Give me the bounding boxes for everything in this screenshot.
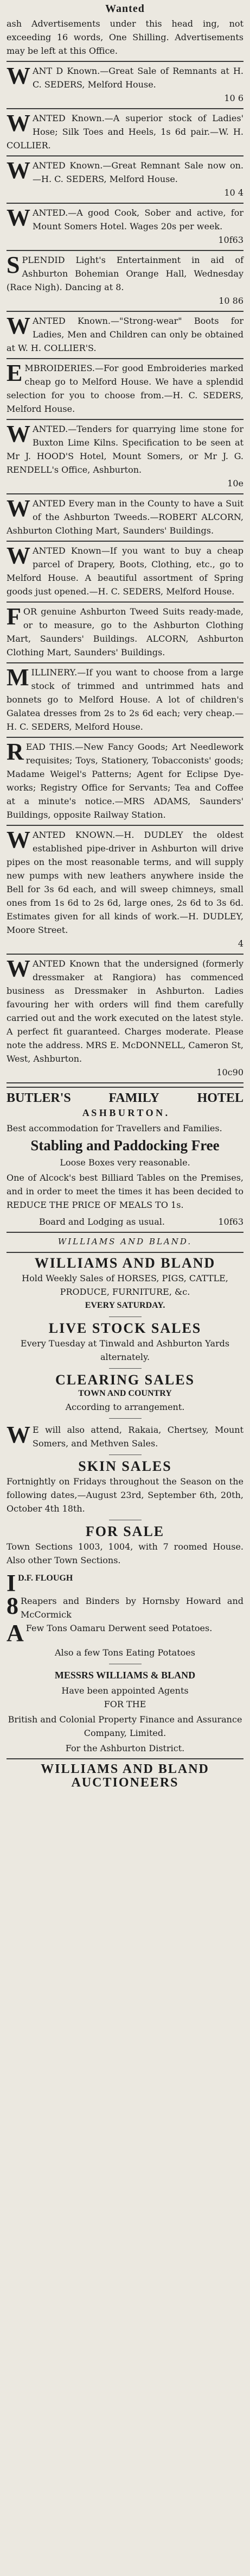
ad-text: ANTED Known.—"Strong-wear" Boots for Ladies, Men and Children can only be obtained at W. H. COLLIER'S. (7, 316, 243, 353)
divider (7, 61, 243, 62)
drop-cap: W (7, 62, 30, 89)
flough-line (7, 1571, 243, 1594)
butler-name: BUTLER'S (7, 1091, 71, 1105)
we-attend-ad (7, 1423, 243, 1450)
ad-tag: 10e (227, 478, 243, 488)
ad-text: ANTED.—A good Cook, Sober and active, for Mount Somers Hotel. Wages 20s per week. (33, 208, 243, 231)
livestock-body: Every Tuesday at Tinwald and Ashburton Yards alternately. (20, 1338, 230, 1362)
classified-ad (7, 957, 243, 1083)
board-lodging: Board and Lodging as usual. (39, 1217, 165, 1227)
butler-desc: Best accommodation for Travellers and Families. (7, 1123, 222, 1133)
ad-text: EAD THIS.—New Fancy Goods; Art Needlework requisites; Toys, Stationery, Tobacconists' goods; Madame Weigel's Patterns; Agent for Eclipse Dye-works; Registry Office for Servants; Tea and Coffee at a minute's notice.—MRS ADAMS, Saunders' Buildings, opposite Railway Station. (7, 742, 243, 820)
footer-title: WILLIAMS AND BLAND (41, 1762, 209, 1776)
classified-ad (7, 206, 243, 251)
ad-tag: 10 4 (224, 187, 243, 198)
divider (7, 737, 243, 738)
drop-cap: W (7, 955, 30, 982)
clearing-body: According to arrangement. (65, 1402, 185, 1412)
drop-cap: W (7, 312, 30, 339)
fewtons-text: Few Tons Oamaru Derwent seed Potatoes. (25, 1623, 213, 1633)
ad-tag: 10c90 (216, 1067, 243, 1077)
fewtons-line (7, 1621, 243, 1644)
intro-notice: ash Advertisements under this head ing, not exceeding 16 words, One Shilling. Advertisements may be left at this Office. (7, 18, 243, 56)
drop-cap: W (7, 826, 30, 853)
ad-text: ANTED.—Tenders for quarrying lime stone for Buxton Lime Kilns. Specification to be seen at Mr J. HOOD'S Hotel, Mount Somers, or Mr J. G. RENDELL's Office, Ashburton. (7, 424, 243, 475)
divider (7, 1087, 243, 1088)
ad-text: ANTED Known—If you want to buy a cheap parcel of Drapery, Boots, Clothing, etc., go to Melford House. A beautiful assortment of Spring goods just opened.—H. C. SEDERS, Melford House. (7, 546, 243, 597)
butler-hotel: HOTEL (197, 1091, 243, 1105)
drop-cap: W (7, 204, 30, 231)
divider (7, 601, 243, 603)
footer-auctioneers: AUCTIONEERS (71, 1776, 179, 1790)
ad-tag: 10 86 (219, 296, 243, 306)
board-tag: 10f63 (218, 1217, 243, 1227)
divider (7, 1758, 243, 1759)
classified-ads-list (7, 64, 243, 1083)
classified-ad (7, 828, 243, 955)
livestock-title: LIVE STOCK SALES (48, 1320, 202, 1336)
classified-ad (7, 497, 243, 542)
drop-cap: W (7, 421, 30, 447)
divider (7, 155, 243, 156)
divider (7, 541, 243, 542)
skin-body: Fortnightly on Fridays throughout the Season on the following dates,—August 23rd, September 6th, 20th, October 4th 18th. (7, 1476, 243, 1514)
skin-title: SKIN SALES (78, 1458, 172, 1474)
butler-hotel-ad (7, 1090, 243, 1229)
ad-text: OR genuine Ashburton Tweed Suits ready-made, or to measure, go to the Ashburton Clothing Mart, Saunders' Buildings. ALCORN, Ashburton Clothing Mart, Saunders' Buildings. (7, 606, 243, 657)
ad-text: ANTED Known that the undersigned (formerly dressmaker at Rangiora) has commenced business as Dressmaker in Ashburton. Ladies favouring her with orders will find them carefully carried out and the work executed on the latest style. A perfect fit guaranteed. Charges moderate. Please note the address. MRS E. McDONNELL, Cameron St, West, Ashburton. (7, 958, 243, 1064)
drop-cap: E (7, 360, 23, 386)
divider (7, 1082, 243, 1083)
drop-cap: F (7, 603, 21, 630)
classified-ad (7, 666, 243, 738)
ad-tag: 10f63 (218, 235, 243, 245)
classified-ad (7, 253, 243, 312)
district: For the Ashburton District. (65, 1743, 185, 1753)
drop-cap: W (7, 1421, 30, 1448)
ad-text: ANTED Every man in the County to have a Suit of the Ashburton Tweeds.—ROBERT ALCORN, Ashburton Clothing Mart, Saunders' Buildings. (7, 498, 243, 536)
appointed: Have been appointed Agents (61, 1685, 189, 1696)
classified-ad (7, 605, 243, 663)
divider (7, 1252, 243, 1253)
ad-text: ILLINERY.—If you want to choose from a large stock of trimmed and untrimmed hats and bonnets go to Melford House. A lot of children's Galatea dresses from 2s to 2s 6d each; very cheap.—H. C. SEDERS, Melford House. (7, 667, 243, 732)
loose-boxes: Loose Boxes very reasonable. (60, 1157, 190, 1168)
clearing-sub: TOWN AND COUNTRY (78, 1389, 172, 1398)
drop-cap: I (7, 1570, 16, 1596)
drop-cap: 8 (7, 1593, 18, 1619)
classified-ad (7, 740, 243, 826)
messrs: MESSRS WILLIAMS & BLAND (54, 1670, 196, 1681)
ad-tag: 4 (238, 938, 243, 949)
divider (7, 311, 243, 312)
ad-text: PLENDID Light's Entertainment in aid of Ashburton Bohemian Orange Hall, Wednesday (Race Nigh). Dancing at 8. (7, 255, 243, 292)
ad-text: ANTED Known.—A superior stock of Ladies' Hose; Silk Toes and Heels, 1s 6d pair.—W. H. COLLIER. (7, 113, 243, 151)
drop-cap: W (7, 495, 30, 522)
divider (7, 203, 243, 204)
ad-text: ANTED Known.—Great Remnant Sale now on.—H. C. SEDERS, Melford House. (33, 160, 243, 184)
classified-ad (7, 111, 243, 156)
ad-text: ANT D Known.—Great Sale of Remnants at H. C. SEDERS, Melford House. (33, 66, 243, 90)
forsale-title: FOR SALE (85, 1524, 165, 1539)
ad-text: ANTED KNOWN.—H. DUDLEY the oldest established pipe-driver in Ashburton will drive pipes on the most reasonable terms, and will supply new pumps with new leathers anywhere inside the Bell for 3s 6d each, and will sweep chimneys, small ones from 1s 6d to 2s 6d, large ones, 2s 6d to 3s 6d. Estimates given for all kinds of work.—H. DUDLEY, Moore Street. (7, 830, 243, 935)
divider (7, 108, 243, 109)
for-the: FOR THE (104, 1699, 146, 1709)
drop-cap: M (7, 664, 29, 691)
we-attend-text: E will also attend, Rakaia, Chertsey, Mount Somers, and Methven Sales. (33, 1425, 243, 1449)
drop-cap: R (7, 738, 24, 765)
divider (7, 1232, 243, 1233)
butler-body: One of Alcock's best Billiard Tables on the Premises, and in order to meet the times it has been decided to REDUCE THE PRICE OF MEALS TO 1s. (7, 1173, 243, 1210)
classified-ad (7, 544, 243, 603)
butler-family: FAMILY (108, 1091, 159, 1105)
clearing-title: CLEARING SALES (55, 1372, 195, 1388)
short-divider (109, 1368, 142, 1369)
ad-text: MBROIDERIES.—For good Embroideries marked cheap go to Melford House. We have a splendid selection for you to choose from.—H. C. SEDERS, Melford House. (7, 363, 243, 414)
butler-town: A S H B U R T O N . (82, 1107, 168, 1118)
wb-title: WILLIAMS AND BLAND (34, 1255, 216, 1271)
divider (7, 954, 243, 955)
classified-ad (7, 361, 243, 420)
drop-cap: W (7, 157, 30, 184)
drop-cap: W (7, 542, 30, 569)
divider (7, 825, 243, 826)
also-text: Also a few Tons Eating Potatoes (55, 1647, 195, 1658)
wb-italic-header: WILLIAMS AND BLAND. (57, 1237, 193, 1246)
wb-weekly: Hold Weekly Sales of HORSES, PIGS, CATTLE, PRODUCE, FURNITURE, &c. (22, 1273, 228, 1297)
short-divider (109, 1418, 142, 1419)
drop-cap: S (7, 252, 20, 278)
ad-tag: 10 6 (224, 93, 243, 103)
stabling-headline: Stabling and Paddocking Free (30, 1137, 220, 1154)
section-heading: Wanted (105, 3, 145, 15)
divider (7, 662, 243, 663)
forsale-body: Town Sections 1003, 1004, with 7 roomed House. Also other Town Sections. (7, 1541, 243, 1565)
reapers-line (7, 1594, 243, 1621)
classified-ad (7, 64, 243, 109)
divider (7, 419, 243, 420)
divider (7, 493, 243, 494)
divider (7, 250, 243, 251)
drop-cap: A (7, 1620, 24, 1646)
classified-ad (7, 159, 243, 204)
classified-ad (7, 422, 243, 494)
reapers-text: Reapers and Binders by Hornsby Howard and McCormick (21, 1596, 243, 1620)
classified-ad (7, 314, 243, 359)
flough-text: D.F. FLOUGH (18, 1574, 73, 1583)
divider (7, 358, 243, 359)
wb-every-saturday: EVERY SATURDAY. (85, 1301, 165, 1310)
british-co: British and Colonial Property Finance and Assurance Company, Limited. (8, 1714, 242, 1738)
drop-cap: W (7, 110, 30, 136)
